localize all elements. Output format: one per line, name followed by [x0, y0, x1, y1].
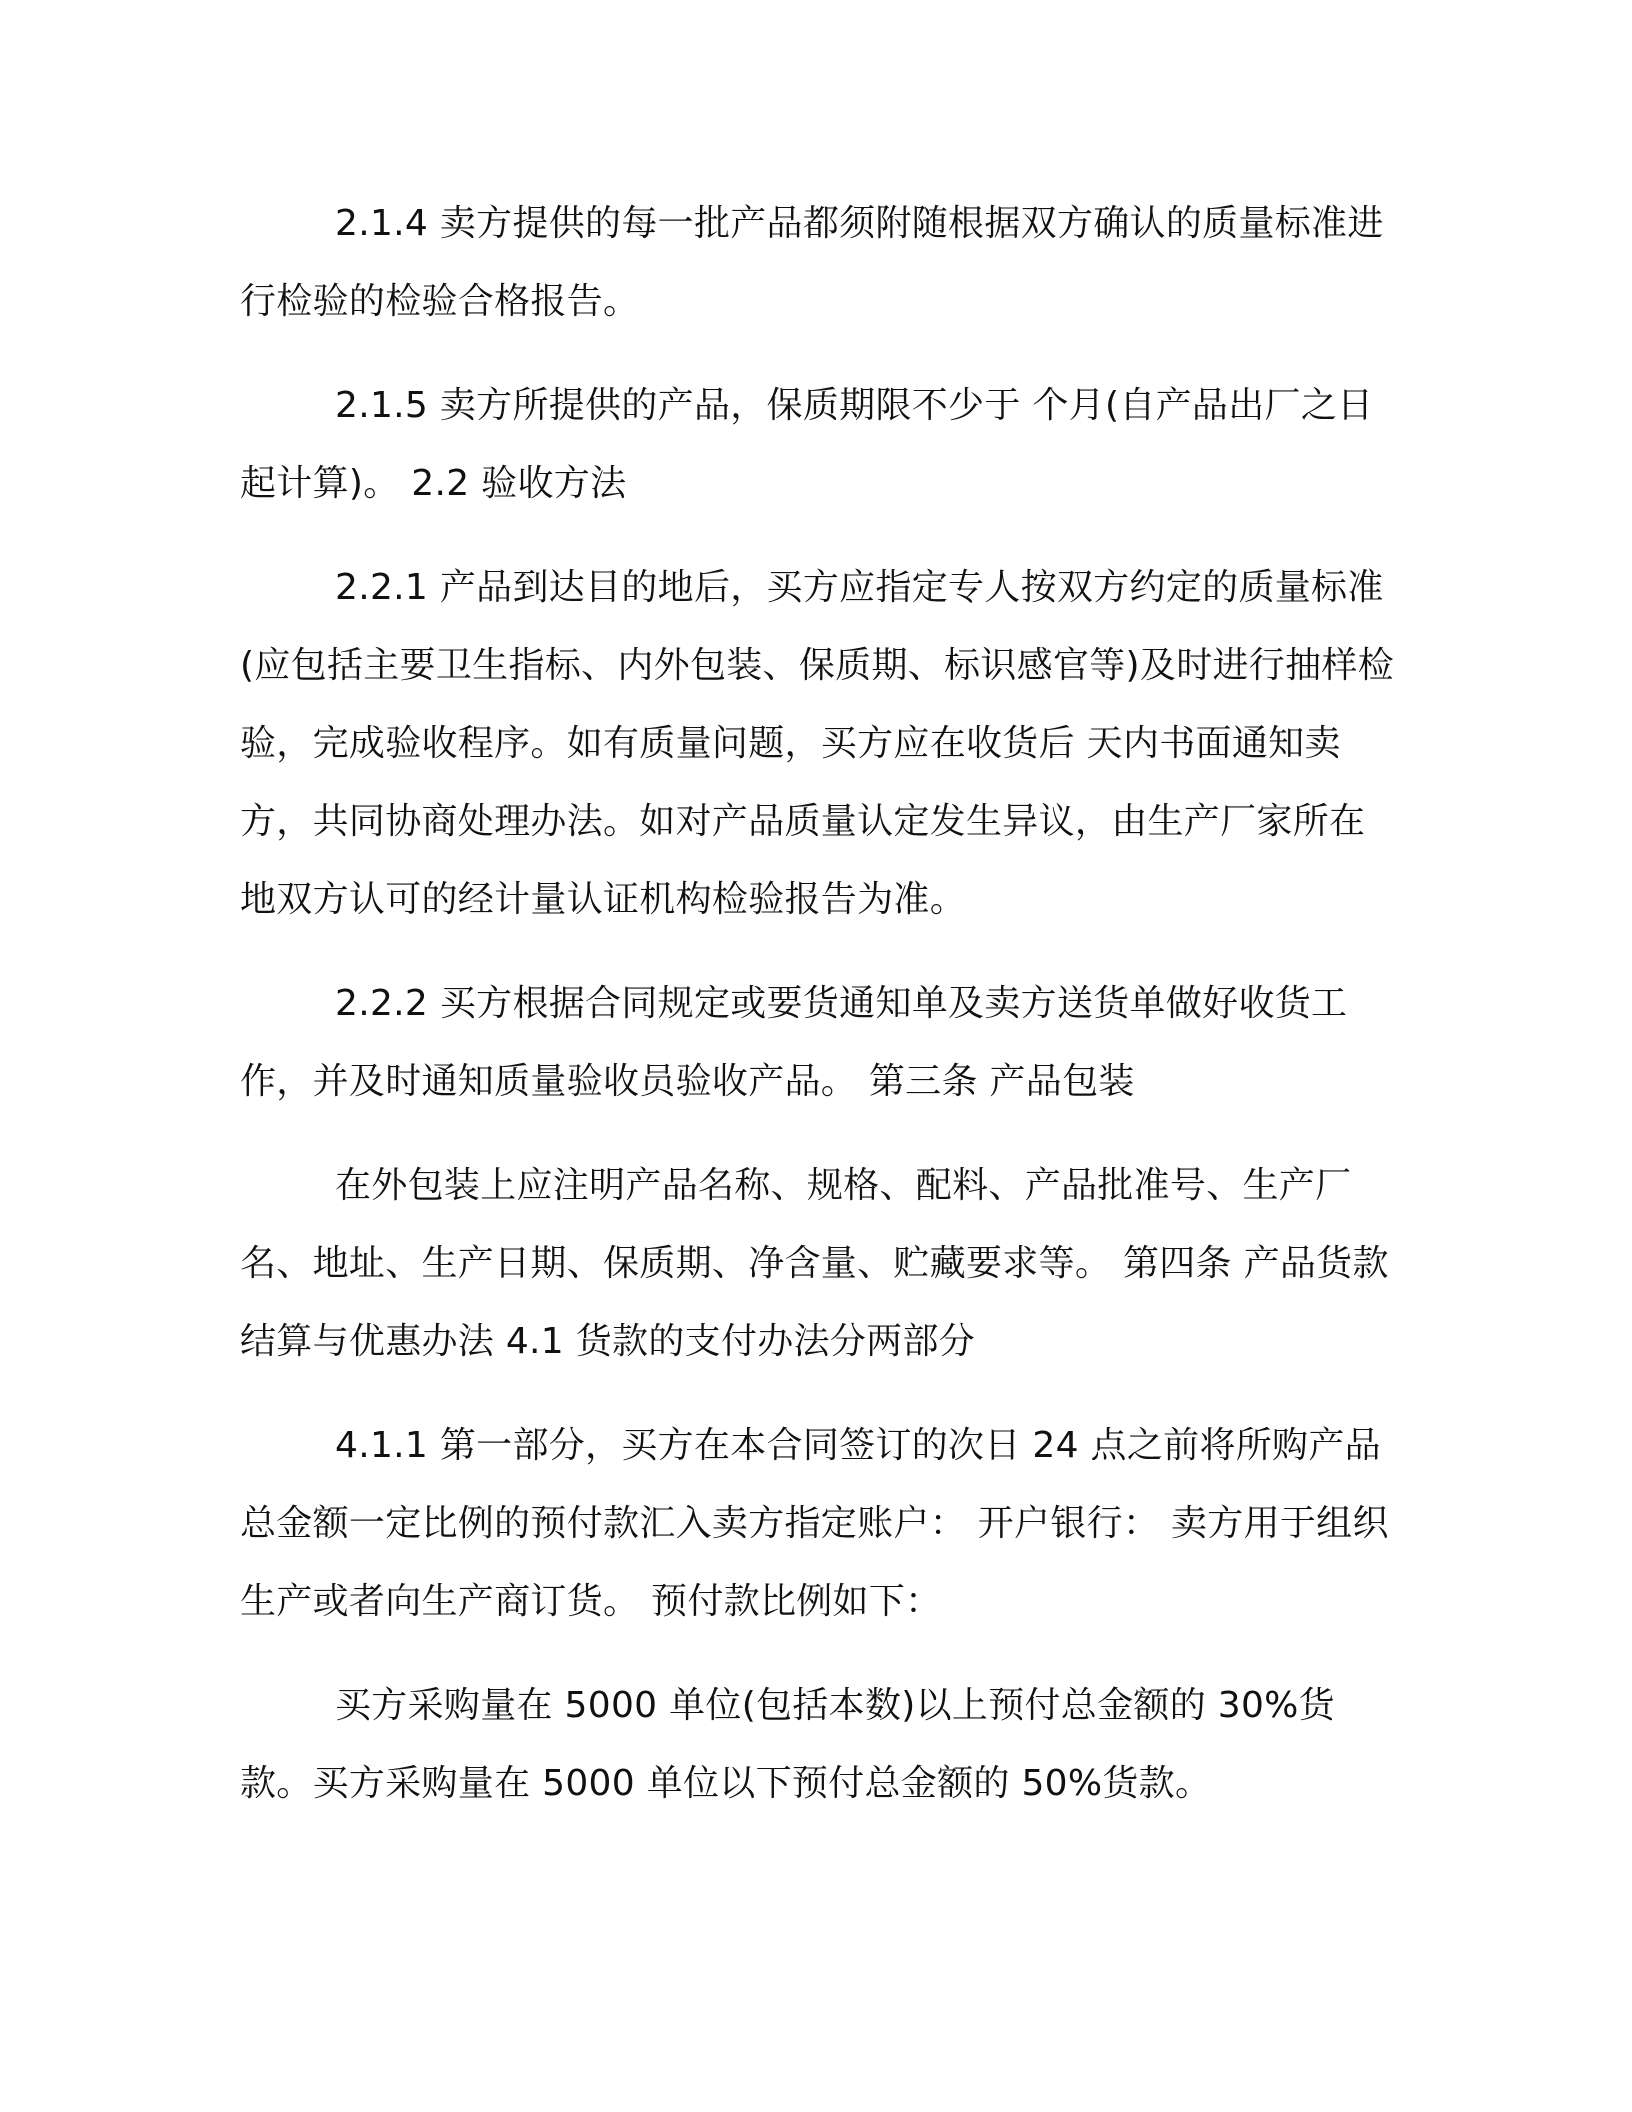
paragraph-2-2-1: 2.2.1 产品到达目的地后，买方应指定专人按双方约定的质量标准(应包括主要卫生指标、内外包装、保质期、标识感官等)及时进行抽样检验，完成验收程序。如有质量问题，买方应在收货后 天内书面通知卖方，共同协商处理办法。如对产品质量认定发生异议，由生产厂家所在地双方认可的经计量认证机构检验报告为准。	[240, 567, 1394, 920]
paragraph-prepayment-ratio: 买方采购量在 5000 单位(包括本数)以上预付总金额的 30%货款。买方采购量在 5000 单位以下预付总金额的 50%货款。	[240, 1685, 1335, 1804]
document-body	[240, 185, 1400, 1849]
paragraph-2-1-5: 2.1.5 卖方所提供的产品，保质期限不少于 个月(自产品出厂之日起计算)。 2.2 验收方法	[240, 385, 1374, 504]
paragraph-2-2-2: 2.2.2 买方根据合同规定或要货通知单及卖方送货单做好收货工作，并及时通知质量验收员验收产品。 第三条 产品包装	[240, 983, 1348, 1102]
paragraph-packaging: 在外包装上应注明产品名称、规格、配料、产品批准号、生产厂名、地址、生产日期、保质期、净含量、贮藏要求等。 第四条 产品货款结算与优惠办法 4.1 货款的支付办法分两部分	[240, 1165, 1389, 1362]
paragraph-2-1-4: 2.1.4 卖方提供的每一批产品都须附随根据双方确认的质量标准进行检验的检验合格报告。	[240, 203, 1384, 322]
paragraph-4-1-1: 4.1.1 第一部分，买方在本合同签订的次日 24 点之前将所购产品总金额一定比例的预付款汇入卖方指定账户： 开户银行： 卖方用于组织生产或者向生产商订货。 预付款比例如下：	[240, 1425, 1389, 1622]
